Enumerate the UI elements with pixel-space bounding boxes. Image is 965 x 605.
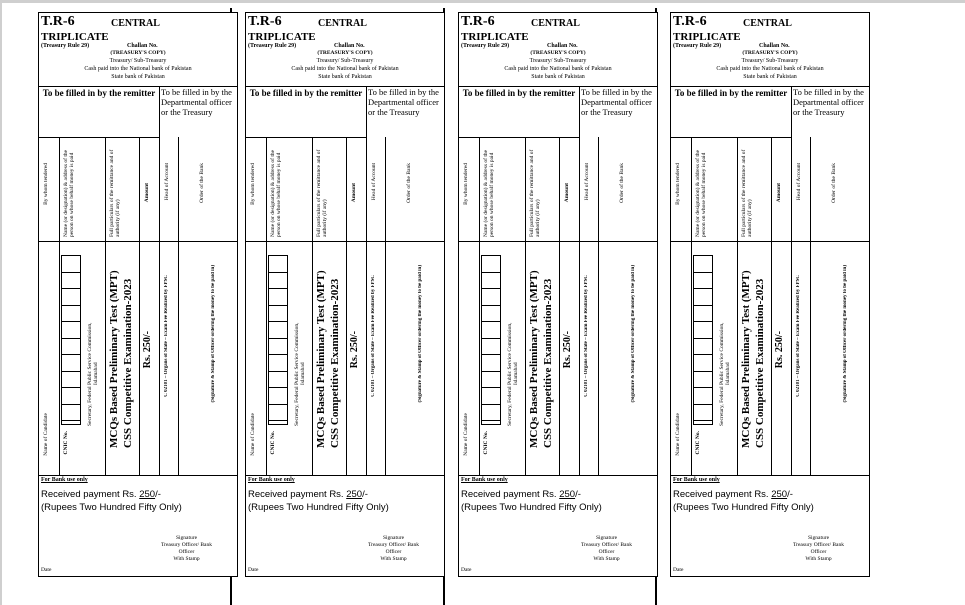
col-name-address: Name (or designation) & address of the person on whose behalf money is paid bbox=[270, 149, 282, 237]
bank-use-only-label: For Bank use only bbox=[41, 477, 88, 483]
grid-line bbox=[691, 137, 692, 475]
challan-form bbox=[245, 12, 445, 577]
national-bank-line: Cash paid into the National bank of Pakistan bbox=[504, 66, 612, 72]
form-header bbox=[671, 13, 869, 87]
remitter-heading: To be filled in by the remitter bbox=[42, 88, 156, 98]
received-prefix: Received payment Rs. bbox=[673, 489, 769, 500]
treasury-officer-label: Treasury Officer/ Bank bbox=[367, 542, 420, 548]
col-amount: Amount bbox=[564, 183, 570, 203]
state-bank-line: State bank of Pakistan bbox=[318, 74, 372, 80]
treasury-line: Treasury/ Sub-Treasury bbox=[741, 58, 799, 64]
received-amount: 250 bbox=[139, 489, 156, 500]
received-amount: 250 bbox=[771, 489, 788, 500]
officer-signature-note: (Signature & Stamp of Officer ordering the money to be paid in) bbox=[843, 265, 848, 403]
remitter-divider bbox=[459, 137, 579, 138]
col-order-of-bank: Order of the Bank bbox=[199, 163, 205, 203]
date-label: Date bbox=[673, 567, 684, 573]
remitter-heading: To be filled in by the remitter bbox=[674, 88, 788, 98]
grid-line bbox=[559, 137, 560, 475]
date-label: Date bbox=[41, 567, 52, 573]
challan-form bbox=[38, 12, 238, 577]
cnic-digit-boxes[interactable] bbox=[693, 255, 713, 425]
grid-line bbox=[771, 137, 772, 475]
state-bank-line: State bank of Pakistan bbox=[531, 74, 585, 80]
officer-signature-note: (Signature & Stamp of Officer ordering the money to be paid in) bbox=[211, 265, 216, 403]
section-divider bbox=[159, 86, 160, 475]
col-amount: Amount bbox=[776, 183, 782, 203]
officer-label: Officer bbox=[385, 549, 402, 555]
challan-number-label: Challan No. bbox=[127, 43, 158, 49]
challan-form bbox=[458, 12, 658, 577]
with-stamp-label: With Stamp bbox=[173, 556, 200, 562]
css-exam-title: CSS Competitive Examination-2023 bbox=[329, 278, 341, 448]
officer-label: Officer bbox=[598, 549, 615, 555]
col-head-of-account: Head of Account bbox=[371, 163, 377, 201]
grid-line bbox=[737, 137, 738, 475]
amount-in-words: (Rupees Two Hundred Fifty Only) bbox=[461, 502, 602, 513]
col-name-address: Name (or designation) & address of the person on whose behalf money is paid bbox=[63, 149, 75, 237]
departmental-heading: To be filled in by the Departmental officer or the Treasury bbox=[581, 87, 652, 117]
received-suffix: /- bbox=[575, 489, 581, 500]
name-of-candidate-label: Name of Candidate bbox=[463, 413, 469, 456]
amount-rs: Rs. 250/- bbox=[562, 331, 573, 369]
col-order-of-bank: Order of the Bank bbox=[619, 163, 625, 203]
received-suffix: /- bbox=[362, 489, 368, 500]
treasury-officer-label: Treasury Officer/ Bank bbox=[160, 542, 213, 548]
received-prefix: Received payment Rs. bbox=[41, 489, 137, 500]
signature-label: Signature bbox=[382, 535, 405, 541]
head-of-account-code: C 02101 – Organs of State – Exam Fee Realized by FPSC bbox=[371, 275, 376, 397]
cnic-digit-boxes[interactable] bbox=[481, 255, 501, 425]
col-by-whom-tendered: By whom tendered bbox=[250, 163, 256, 205]
amount-in-words: (Rupees Two Hundred Fifty Only) bbox=[673, 502, 814, 513]
received-payment bbox=[461, 489, 581, 500]
officer-label: Officer bbox=[178, 549, 195, 555]
column-header-divider bbox=[39, 241, 237, 242]
css-exam-title: CSS Competitive Examination-2023 bbox=[754, 278, 766, 448]
css-exam-title: CSS Competitive Examination-2023 bbox=[122, 278, 134, 448]
col-amount: Amount bbox=[351, 183, 357, 203]
form-code: T.R-6 bbox=[461, 14, 495, 29]
state-bank-line: State bank of Pakistan bbox=[111, 74, 165, 80]
cnic-label: CNIC No. bbox=[270, 431, 276, 455]
cnic-label: CNIC No. bbox=[63, 431, 69, 455]
treasury-signature-block bbox=[771, 535, 866, 563]
triplicate-label: TRIPLICATE bbox=[248, 31, 316, 43]
with-stamp-label: With Stamp bbox=[380, 556, 407, 562]
form-code: T.R-6 bbox=[248, 14, 282, 29]
head-of-account-code: C 02101 – Organs of State – Exam Fee Realized by FPSC bbox=[584, 275, 589, 397]
national-bank-line: Cash paid into the National bank of Pakistan bbox=[84, 66, 192, 72]
col-particulars: Full particulars of the remittance and of authority (if any) bbox=[109, 149, 121, 237]
bank-section-divider bbox=[459, 475, 657, 476]
departmental-heading: To be filled in by the Departmental officer or the Treasury bbox=[368, 87, 439, 117]
triplicate-label: TRIPLICATE bbox=[461, 31, 529, 43]
name-of-candidate-label: Name of Candidate bbox=[675, 413, 681, 456]
bank-use-only-label: For Bank use only bbox=[673, 477, 720, 483]
section-divider bbox=[579, 86, 580, 475]
central-label: CENTRAL bbox=[111, 18, 160, 29]
treasury-signature-block bbox=[346, 535, 441, 563]
cnic-label: CNIC No. bbox=[483, 431, 489, 455]
amount-rs: Rs. 250/- bbox=[774, 331, 785, 369]
copy-label: (TREASURY'S COPY) bbox=[317, 50, 373, 56]
treasury-signature-block bbox=[559, 535, 654, 563]
secretary-fpsc: Secretary, Federal Public Service Commission, Islamabad bbox=[719, 322, 731, 426]
cnic-label: CNIC No. bbox=[695, 431, 701, 455]
col-name-address: Name (or designation) & address of the person on whose behalf money is paid bbox=[695, 149, 707, 237]
mcq-test-title: MCQs Based Preliminary Test (MPT) bbox=[315, 270, 327, 448]
treasury-officer-label: Treasury Officer/ Bank bbox=[792, 542, 845, 548]
css-exam-title: CSS Competitive Examination-2023 bbox=[542, 278, 554, 448]
copy-label: (TREASURY'S COPY) bbox=[530, 50, 586, 56]
cnic-digit-boxes[interactable] bbox=[61, 255, 81, 425]
officer-label: Officer bbox=[810, 549, 827, 555]
grid-line bbox=[479, 137, 480, 475]
grid-line bbox=[346, 137, 347, 475]
central-label: CENTRAL bbox=[743, 18, 792, 29]
signature-label: Signature bbox=[595, 535, 618, 541]
grid-line bbox=[105, 137, 106, 475]
bank-section-divider bbox=[246, 475, 444, 476]
with-stamp-label: With Stamp bbox=[593, 556, 620, 562]
form-header bbox=[39, 13, 237, 87]
grid-line bbox=[266, 137, 267, 475]
received-amount: 250 bbox=[559, 489, 576, 500]
received-payment bbox=[41, 489, 161, 500]
treasury-officer-label: Treasury Officer/ Bank bbox=[580, 542, 633, 548]
mcq-test-title: MCQs Based Preliminary Test (MPT) bbox=[108, 270, 120, 448]
page-left-border bbox=[0, 0, 2, 605]
head-of-account-code: C 02101 – Organs of State – Exam Fee Realized by FPSC bbox=[164, 275, 169, 397]
received-payment bbox=[248, 489, 368, 500]
treasury-rule: (Treasury Rule 29) bbox=[248, 43, 297, 49]
bank-use-only-label: For Bank use only bbox=[248, 477, 295, 483]
col-particulars: Full particulars of the remittance and of authority (if any) bbox=[316, 149, 328, 237]
challan-form bbox=[670, 12, 870, 577]
col-head-of-account: Head of Account bbox=[796, 163, 802, 201]
col-particulars: Full particulars of the remittance and of authority (if any) bbox=[741, 149, 753, 237]
section-divider bbox=[366, 86, 367, 475]
col-name-address: Name (or designation) & address of the person on whose behalf money is paid bbox=[483, 149, 495, 237]
head-of-account-code: C 02101 – Organs of State – Exam Fee Realized by FPSC bbox=[796, 275, 801, 397]
bank-section-divider bbox=[39, 475, 237, 476]
signature-label: Signature bbox=[175, 535, 198, 541]
received-prefix: Received payment Rs. bbox=[248, 489, 344, 500]
with-stamp-label: With Stamp bbox=[805, 556, 832, 562]
bank-use-only-label: For Bank use only bbox=[461, 477, 508, 483]
state-bank-line: State bank of Pakistan bbox=[743, 74, 797, 80]
col-order-of-bank: Order of the Bank bbox=[406, 163, 412, 203]
page-top-border bbox=[0, 0, 965, 3]
received-amount: 250 bbox=[346, 489, 363, 500]
amount-rs: Rs. 250/- bbox=[349, 331, 360, 369]
grid-line bbox=[139, 137, 140, 475]
secretary-fpsc: Secretary, Federal Public Service Commission, Islamabad bbox=[87, 322, 99, 426]
received-prefix: Received payment Rs. bbox=[461, 489, 557, 500]
grid-line bbox=[59, 137, 60, 475]
received-suffix: /- bbox=[155, 489, 161, 500]
triplicate-label: TRIPLICATE bbox=[673, 31, 741, 43]
treasury-line: Treasury/ Sub-Treasury bbox=[316, 58, 374, 64]
departmental-heading: To be filled in by the Departmental officer or the Treasury bbox=[793, 87, 864, 117]
cnic-digit-boxes[interactable] bbox=[268, 255, 288, 425]
col-by-whom-tendered: By whom tendered bbox=[43, 163, 49, 205]
remitter-heading: To be filled in by the remitter bbox=[462, 88, 576, 98]
remitter-heading: To be filled in by the remitter bbox=[249, 88, 363, 98]
copy-label: (TREASURY'S COPY) bbox=[742, 50, 798, 56]
challan-number-label: Challan No. bbox=[334, 43, 365, 49]
treasury-rule: (Treasury Rule 29) bbox=[41, 43, 90, 49]
remitter-divider bbox=[246, 137, 366, 138]
national-bank-line: Cash paid into the National bank of Pakistan bbox=[291, 66, 399, 72]
date-label: Date bbox=[248, 567, 259, 573]
secretary-fpsc: Secretary, Federal Public Service Commission, Islamabad bbox=[507, 322, 519, 426]
national-bank-line: Cash paid into the National bank of Pakistan bbox=[716, 66, 824, 72]
form-code: T.R-6 bbox=[673, 14, 707, 29]
date-label: Date bbox=[461, 567, 472, 573]
received-suffix: /- bbox=[787, 489, 793, 500]
col-order-of-bank: Order of the Bank bbox=[831, 163, 837, 203]
bank-section-divider bbox=[671, 475, 869, 476]
section-divider bbox=[791, 86, 792, 475]
triplicate-label: TRIPLICATE bbox=[41, 31, 109, 43]
challan-number-label: Challan No. bbox=[547, 43, 578, 49]
amount-rs: Rs. 250/- bbox=[142, 331, 153, 369]
central-label: CENTRAL bbox=[531, 18, 580, 29]
treasury-rule: (Treasury Rule 29) bbox=[461, 43, 510, 49]
col-particulars: Full particulars of the remittance and of authority (if any) bbox=[529, 149, 541, 237]
col-head-of-account: Head of Account bbox=[164, 163, 170, 201]
grid-line bbox=[525, 137, 526, 475]
signature-label: Signature bbox=[807, 535, 830, 541]
grid-line bbox=[598, 137, 599, 475]
col-amount: Amount bbox=[144, 183, 150, 203]
form-header bbox=[246, 13, 444, 87]
secretary-fpsc: Secretary, Federal Public Service Commission, Islamabad bbox=[294, 322, 306, 426]
col-by-whom-tendered: By whom tendered bbox=[675, 163, 681, 205]
mcq-test-title: MCQs Based Preliminary Test (MPT) bbox=[528, 270, 540, 448]
treasury-rule: (Treasury Rule 29) bbox=[673, 43, 722, 49]
name-of-candidate-label: Name of Candidate bbox=[250, 413, 256, 456]
treasury-line: Treasury/ Sub-Treasury bbox=[529, 58, 587, 64]
departmental-heading: To be filled in by the Departmental officer or the Treasury bbox=[161, 87, 232, 117]
grid-line bbox=[385, 137, 386, 475]
form-header bbox=[459, 13, 657, 87]
remitter-divider bbox=[39, 137, 159, 138]
column-header-divider bbox=[246, 241, 444, 242]
received-payment bbox=[673, 489, 793, 500]
treasury-line: Treasury/ Sub-Treasury bbox=[109, 58, 167, 64]
central-label: CENTRAL bbox=[318, 18, 367, 29]
name-of-candidate-label: Name of Candidate bbox=[43, 413, 49, 456]
amount-in-words: (Rupees Two Hundred Fifty Only) bbox=[41, 502, 182, 513]
col-by-whom-tendered: By whom tendered bbox=[463, 163, 469, 205]
treasury-signature-block bbox=[139, 535, 234, 563]
grid-line bbox=[178, 137, 179, 475]
officer-signature-note: (Signature & Stamp of Officer ordering the money to be paid in) bbox=[418, 265, 423, 403]
col-head-of-account: Head of Account bbox=[584, 163, 590, 201]
column-header-divider bbox=[671, 241, 869, 242]
officer-signature-note: (Signature & Stamp of Officer ordering the money to be paid in) bbox=[631, 265, 636, 403]
grid-line bbox=[810, 137, 811, 475]
form-code: T.R-6 bbox=[41, 14, 75, 29]
mcq-test-title: MCQs Based Preliminary Test (MPT) bbox=[740, 270, 752, 448]
grid-line bbox=[312, 137, 313, 475]
column-header-divider bbox=[459, 241, 657, 242]
challan-number-label: Challan No. bbox=[759, 43, 790, 49]
remitter-divider bbox=[671, 137, 791, 138]
copy-label: (TREASURY'S COPY) bbox=[110, 50, 166, 56]
amount-in-words: (Rupees Two Hundred Fifty Only) bbox=[248, 502, 389, 513]
